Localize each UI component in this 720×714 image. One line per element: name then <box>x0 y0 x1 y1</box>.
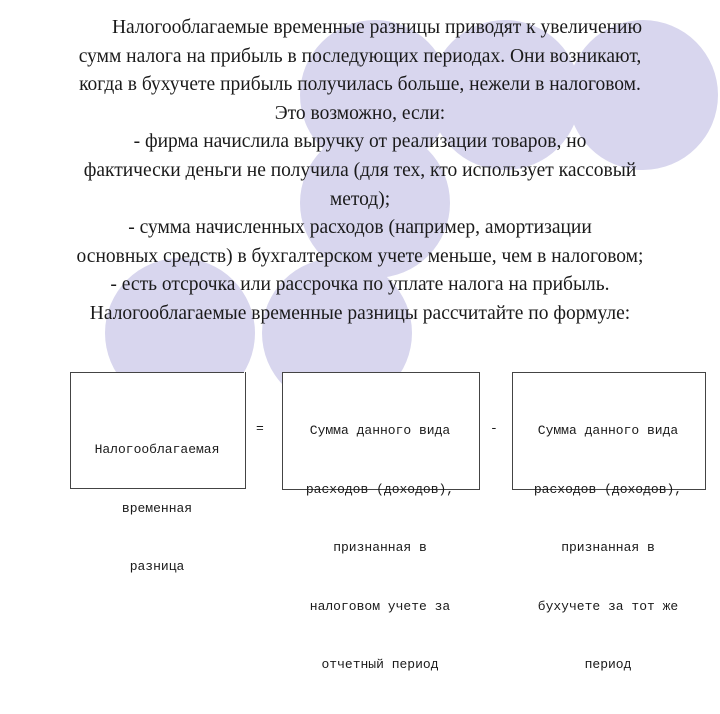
formula-left-line: разница <box>129 559 185 574</box>
formula-middle-line: налоговом учете за <box>309 598 451 614</box>
condition-item: метод); <box>329 188 391 210</box>
formula-left-box-top <box>70 372 244 373</box>
formula-left-line: Налогооблагаемая <box>94 442 220 457</box>
paragraph-line: Налогооблагаемые временные разницы приводят к увеличению <box>111 17 643 38</box>
formula-middle-line: Сумма данного вида <box>309 423 451 438</box>
condition-item: - сумма начисленных расходов (например, амортизации <box>128 217 592 239</box>
formula-left-term <box>72 401 242 616</box>
formula-right-term <box>514 382 702 714</box>
formula-right-line: период <box>584 657 632 672</box>
paragraph-line: сумм налога на прибыль в последующих периодах. Они возникают, <box>78 45 642 67</box>
formula-intro: Налогооблагаемые временные разницы рассчитайте по формуле: <box>89 302 631 324</box>
condition-item: основных средств) в бухгалтерском учете меньше, чем в налоговом; <box>76 245 644 267</box>
formula-middle-line: расходов (доходов), <box>305 481 455 497</box>
condition-item: - фирма начислила выручку от реализации товаров, но <box>133 131 587 153</box>
paragraph-line: Это возможно, если: <box>274 102 446 124</box>
formula-right-line: Сумма данного вида <box>537 423 679 438</box>
formula-middle-line: отчетный период <box>321 657 439 672</box>
formula-right-line: признанная в <box>561 540 655 555</box>
formula-right-line: расходов (доходов), <box>533 481 683 497</box>
formula-middle-term <box>284 382 476 714</box>
formula-right-line: бухучете за тот же <box>537 598 679 614</box>
condition-item: - есть отсрочка или рассрочка по уплате налога на прибыль. <box>110 274 610 296</box>
equals-sign: = <box>256 421 264 436</box>
paragraph-line: когда в бухучете прибыль получилась больше, нежели в налоговом. <box>79 74 641 96</box>
condition-item: фактически деньги не получила (для тех, кто использует кассовый <box>83 159 637 181</box>
formula-left-line: временная <box>121 500 193 516</box>
minus-sign: - <box>490 421 498 436</box>
formula-middle-line: признанная в <box>333 540 427 555</box>
